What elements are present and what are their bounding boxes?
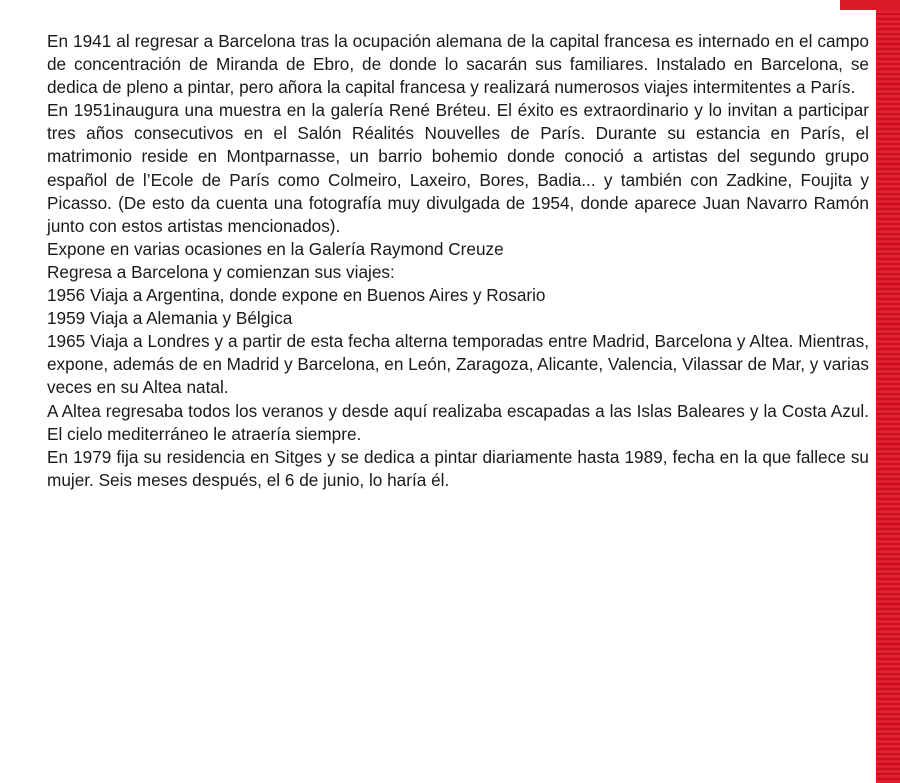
red-corner-strip [840,0,900,10]
paragraph-1959: 1959 Viaja a Alemania y Bélgica [47,308,293,329]
paragraph-raymond-creuze: Expone en varias ocasiones en la Galería Raymond Creuze [47,238,504,259]
biography-text [47,30,869,492]
paragraph-altea: A Altea regresaba todos los veranos y desde aquí realizaba escapadas a las Islas Baleares y la Costa Azul. El cielo mediterráneo le atraería siempre. [47,400,869,444]
paragraph-1956: 1956 Viaja a Argentina, donde expone en Buenos Aires y Rosario [47,285,546,306]
paragraph-1941: En 1941 al regresar a Barcelona tras la ocupación alemana de la capital francesa es internado en el campo de concentración de Miranda de Ebro, de donde lo sacarán sus familiares. Instalado en Barcelona, se dedica de pleno a pintar, pero añora la capital francesa y realizará numerosos viajes intermitentes a París. [47,31,869,98]
paragraph-1951: En 1951inaugura una muestra en la galería René Bréteu. El éxito es extraordinario y lo invitan a participar tres años consecutivos en el Salón Réalités Nouvelles de París. Durante su estancia en París, el matrimonio reside en Montparnasse, un barrio bohemio donde conoció a artistas del segundo grupo español de l’Ecole de París como Colmeiro, Laxeiro, Bores, Badia... y también con Zadkine, Foujita y Picasso. (De esto da cuenta una fotografía muy divulgada de 1954, donde aparece Juan Navarro Ramón junto con estos artistas mencionados). [47,100,869,236]
paragraph-travels-intro: Regresa a Barcelona y comienzan sus viajes: [47,261,395,282]
paragraph-1965: 1965 Viaja a Londres y a partir de esta fecha alterna temporadas entre Madrid, Barcelona y Altea. Mientras, expone, además de en Madrid y Barcelona, en León, Zaragoza, Alicante, Valencia, Vilassar de Mar, y varias veces en su Altea natal. [47,331,869,398]
paragraph-1979: En 1979 fija su residencia en Sitges y se dedica a pintar diariamente hasta 1989, fecha en la que fallece su mujer. Seis meses después, el 6 de junio, lo haría él. [47,446,869,490]
red-border-strip [876,0,900,783]
